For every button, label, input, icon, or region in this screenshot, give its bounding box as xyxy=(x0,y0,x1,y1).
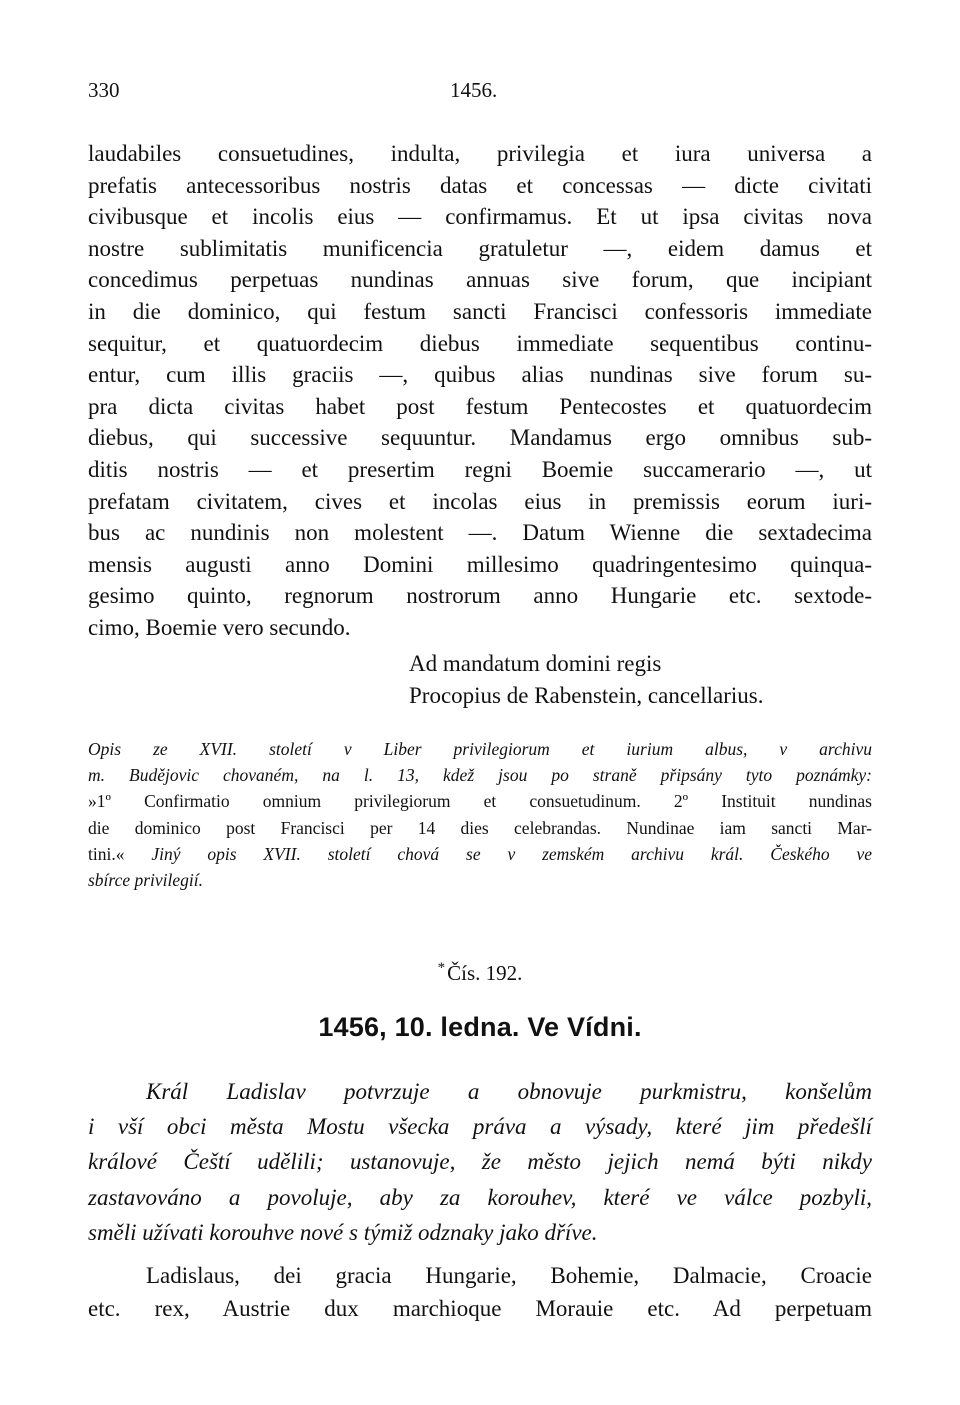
text-line: entur, cum illis graciis —, quibus alias nundinas sive forum su- xyxy=(88,362,872,388)
text-line: in die dominico, qui festum sancti Francisci confessoris immediate xyxy=(88,298,872,324)
signature-line-mandate: Ad mandatum domini regis xyxy=(409,651,662,676)
text-line: diebus, qui successive sequuntur. Mandamus ergo omnibus sub- xyxy=(88,425,872,451)
page-header xyxy=(88,78,872,108)
charter-text-continuation xyxy=(88,138,872,644)
note-quote-end: tini.« xyxy=(88,843,125,864)
note-line: Opis ze XVII. století v Liber privilegiorum et iurium albus, v archivu xyxy=(88,739,872,759)
charter-text-beginning xyxy=(88,1260,872,1325)
text-line: mensis augusti anno Domini millesimo quadringentesimo quinqua- xyxy=(88,551,872,577)
text-line: etc. rex, Austrie dux marchioque Morauie etc. Ad perpetuam xyxy=(88,1295,872,1321)
text-line: ditis nostris — et presertim regni Boemie succamerario —, ut xyxy=(88,456,872,482)
note-other-copy: Jiný opis XVII. století chová se v zemském archivu král. Českého ve xyxy=(151,843,872,864)
text-line: prefatis antecessoribus nostris datas et concessas — dicte civitati xyxy=(88,172,872,198)
text-line-last: cimo, Boemie vero secundo. xyxy=(88,614,351,640)
text-line: nostre sublimitatis munificencia gratuletur —, eidem damus et xyxy=(88,235,872,261)
text-line: laudabiles consuetudines, indulta, privilegia et iura universa a xyxy=(88,141,872,166)
czech-summary xyxy=(88,1074,872,1250)
page-number: 330 xyxy=(88,78,120,102)
note-line: »1º Confirmatio omnium privilegiorum et consuetudinum. 2º Instituit nundinas xyxy=(88,791,872,812)
text-line: gesimo quinto, regnorum nostrorum anno Hungarie etc. sextode- xyxy=(88,583,872,609)
text-line: concedimus perpetuas nundinas annuas sive forum, que incipiant xyxy=(88,267,872,293)
text-line: Ladislaus, dei gracia Hungarie, Bohemie, Dalmacie, Croacie xyxy=(146,1263,872,1288)
signature-line-chancellor: Procopius de Rabenstein, cancellarius. xyxy=(409,682,764,708)
chancery-signature xyxy=(409,648,879,711)
asterisk-marker: * xyxy=(437,960,446,976)
running-head-year: 1456. xyxy=(450,78,498,102)
note-line xyxy=(88,841,872,867)
document-number xyxy=(0,960,960,986)
document-number-label: Čís. 192. xyxy=(447,961,523,985)
document-date-place: 1456, 10. ledna. Ve Vídni. xyxy=(318,1012,642,1042)
summary-line: i vší obci města Mostu všecka práva a výsady, které jim předešlí xyxy=(88,1114,872,1140)
summary-line-last: směli užívati korouhve nové s týmiž odznaky jako dříve. xyxy=(88,1219,598,1245)
text-line: pra dicta civitas habet post festum Pentecostes et quatuordecim xyxy=(88,393,872,419)
note-line: m. Budějovic chovaném, na l. 13, kdež jsou po straně připsány tyto poznámky: xyxy=(88,765,872,786)
note-line-last: sbírce privilegií. xyxy=(88,869,204,890)
note-line: die dominico post Francisci per 14 dies celebrandas. Nundinae iam sancti Mar- xyxy=(88,817,872,838)
summary-line: králové Čeští udělili; ustanovuje, že město jejich nemá býti nikdy xyxy=(88,1149,872,1175)
text-line: prefatam civitatem, cives et incolas eius in premissis eorum iuri- xyxy=(88,488,872,514)
text-line: sequitur, et quatuordecim diebus immediate sequentibus continu- xyxy=(88,330,872,356)
text-line: bus ac nundinis non molestent —. Datum Wienne die sextadecima xyxy=(88,520,872,546)
summary-line: zastavováno a povoluje, aby za korouhev, které ve válce pozbyli, xyxy=(88,1184,872,1210)
text-line: civibusque et incolis eius — confirmamus. Et ut ipsa civitas nova xyxy=(88,204,872,230)
summary-line: Král Ladislav potvrzuje a obnovuje purkmistru, konšelům xyxy=(146,1079,872,1104)
source-note xyxy=(88,736,872,893)
